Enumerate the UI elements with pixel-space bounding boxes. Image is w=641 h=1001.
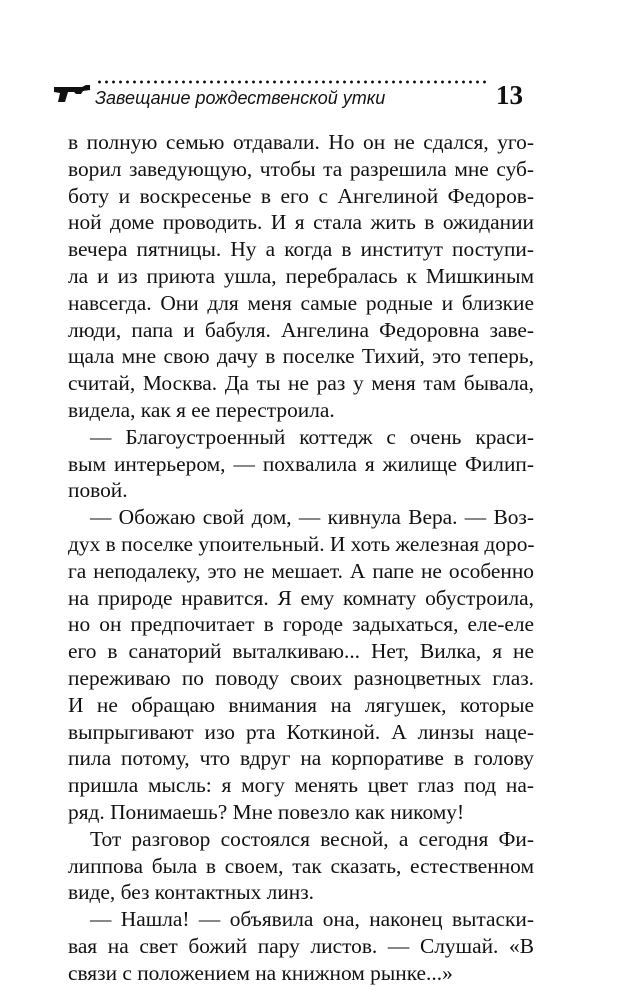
text-line: выпрыгивают изо рта Коткиной. А линзы наце- xyxy=(68,719,534,744)
text-line: в полную семью отдавали. Но он не сдался, уго- xyxy=(68,130,534,154)
text-line: считай, Москва. Да ты не раз у меня там бывала, xyxy=(68,371,534,396)
text-line: повой. xyxy=(68,478,128,503)
text-line: ворил заведующую, чтобы та разрешила мне суб- xyxy=(68,156,534,181)
text-line: ной доме проводить. И я стала жить в ожидании xyxy=(68,210,534,235)
running-title: Завещание рождественской утки xyxy=(95,88,386,108)
text-line: — Благоустроенный коттедж с очень краси- xyxy=(90,424,534,449)
text-line: ла и из приюта ушла, перебралась к Мишкиным xyxy=(68,263,534,288)
text-line: его в санаторий выталкиваю... Нет, Вилка, я не xyxy=(68,639,534,664)
text-line: связи с положением на книжном рынке...» xyxy=(68,960,453,985)
text-line: га неподалеку, это не мешает. А папе не особенно xyxy=(68,558,534,583)
text-line: И не обращаю внимания на лягушек, которые xyxy=(68,692,534,717)
text-line: вым интерьером, — похвалила я жилище Филип- xyxy=(68,451,534,476)
text-line: щала мне свою дачу в поселке Тихий, это теперь, xyxy=(68,344,534,369)
text-line: Тот разговор состоялся весной, а сегодня Фи- xyxy=(90,826,534,851)
text-line: пришла мысль: я могу менять цвет глаз под на- xyxy=(68,773,534,798)
text-line: липпова была в своем, так сказать, естественном xyxy=(68,853,534,878)
text-line: вая на свет божий пару листов. — Слушай. «В xyxy=(68,933,534,958)
text-line: — Нашла! — объявила она, наконец вытаски- xyxy=(90,907,534,932)
text-line: люди, папа и бабуля. Ангелина Федоровна заве- xyxy=(68,317,534,342)
page-number: 13 xyxy=(496,80,523,110)
text-line: — Обожаю свой дом, — кивнула Вера. — Воз- xyxy=(90,505,534,530)
text-line: пила потому, что вдруг на корпоративе в голову xyxy=(68,746,534,771)
dotted-rule xyxy=(96,80,490,84)
text-line: видела, как я ее перестроила. xyxy=(68,397,335,422)
text-line: переживаю по поводу своих разноцветных глаз. xyxy=(68,665,534,690)
revolver-icon xyxy=(52,82,92,104)
text-line: вечера пятницы. Ну а когда в институт поступи- xyxy=(68,237,534,262)
text-line: на природе нравится. Я ему комнату обустроила, xyxy=(68,585,534,610)
text-line: навсегда. Они для меня самые родные и близкие xyxy=(68,290,534,315)
body-text xyxy=(68,129,534,987)
page-header xyxy=(0,0,641,130)
text-line: боту и воскресенье в его с Ангелиной Федоров- xyxy=(68,183,534,208)
text-line: дух в поселке упоительный. И хоть железная доро- xyxy=(68,531,535,556)
text-line: но он предпочитает в городе задыхаться, еле-еле xyxy=(68,612,534,637)
text-line: виде, без контактных линз. xyxy=(68,880,315,905)
text-line: ряд. Понимаешь? Мне повезло как никому! xyxy=(68,799,465,824)
